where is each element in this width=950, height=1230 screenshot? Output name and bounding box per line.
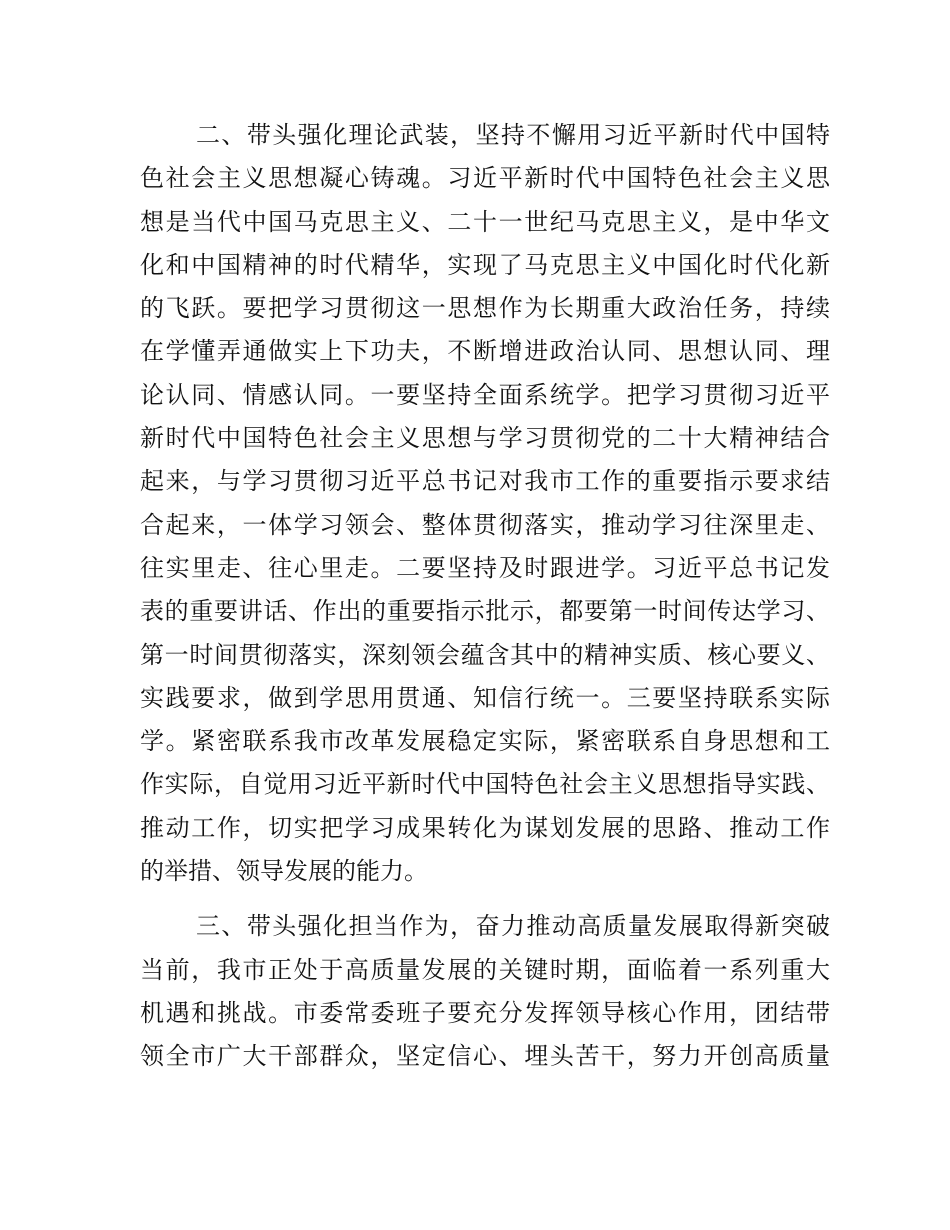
document-body bbox=[140, 114, 830, 1079]
paragraph-line: 想是当代中国马克思主义、二十一世纪马克思主义，是中华文 bbox=[140, 207, 830, 236]
paragraph-line: 起来，与学习贯彻习近平总书记对我市工作的重要指示要求结 bbox=[140, 467, 830, 496]
paragraph-line: 三、带头强化担当作为，奋力推动高质量发展取得新突破 bbox=[196, 912, 830, 941]
paragraph-line: 表的重要讲话、作出的重要指示批示，都要第一时间传达学习、 bbox=[140, 597, 830, 626]
paragraph-line: 在学懂弄通做实上下功夫，不断增进政治认同、思想认同、理 bbox=[140, 337, 830, 366]
paragraph-line: 新时代中国特色社会主义思想与学习贯彻党的二十大精神结合 bbox=[140, 424, 830, 453]
paragraph-line: 当前，我市正处于高质量发展的关键时期，面临着一系列重大 bbox=[140, 955, 830, 984]
paragraph-line: 的飞跃。要把学习贯彻这一思想作为长期重大政治任务，持续 bbox=[140, 294, 830, 323]
paragraph-spacer bbox=[140, 893, 830, 905]
paragraph-line: 学。紧密联系我市改革发展稳定实际，紧密联系自身思想和工 bbox=[140, 727, 830, 756]
paragraph-line: 论认同、情感认同。一要坚持全面系统学。把学习贯彻习近平 bbox=[140, 380, 830, 409]
paragraph-line: 第一时间贯彻落实，深刻领会蕴含其中的精神实质、核心要义、 bbox=[140, 640, 830, 669]
paragraph-responsibility bbox=[140, 905, 830, 1078]
paragraph-line: 实践要求，做到学思用贯通、知信行统一。三要坚持联系实际 bbox=[140, 683, 830, 712]
paragraph-line: 往实里走、往心里走。二要坚持及时跟进学。习近平总书记发 bbox=[140, 553, 830, 582]
paragraph-line: 的举措、领导发展的能力。 bbox=[140, 857, 428, 886]
paragraph-line: 领全市广大干部群众，坚定信心、埋头苦干，努力开创高质量 bbox=[140, 1042, 830, 1071]
paragraph-line: 作实际，自觉用习近平新时代中国特色社会主义思想指导实践、 bbox=[140, 770, 830, 799]
paragraph-line: 机遇和挑战。市委常委班子要充分发挥领导核心作用，团结带 bbox=[140, 998, 830, 1027]
paragraph-line: 色社会主义思想凝心铸魂。习近平新时代中国特色社会主义思 bbox=[140, 164, 830, 193]
paragraph-theory bbox=[140, 114, 830, 893]
paragraph-line: 推动工作，切实把学习成果转化为谋划发展的思路、推动工作 bbox=[140, 813, 830, 842]
paragraph-line: 合起来，一体学习领会、整体贯彻落实，推动学习往深里走、 bbox=[140, 510, 830, 539]
paragraph-line: 化和中国精神的时代精华，实现了马克思主义中国化时代化新 bbox=[140, 250, 830, 279]
paragraph-line: 二、带头强化理论武装，坚持不懈用习近平新时代中国特 bbox=[196, 121, 830, 149]
